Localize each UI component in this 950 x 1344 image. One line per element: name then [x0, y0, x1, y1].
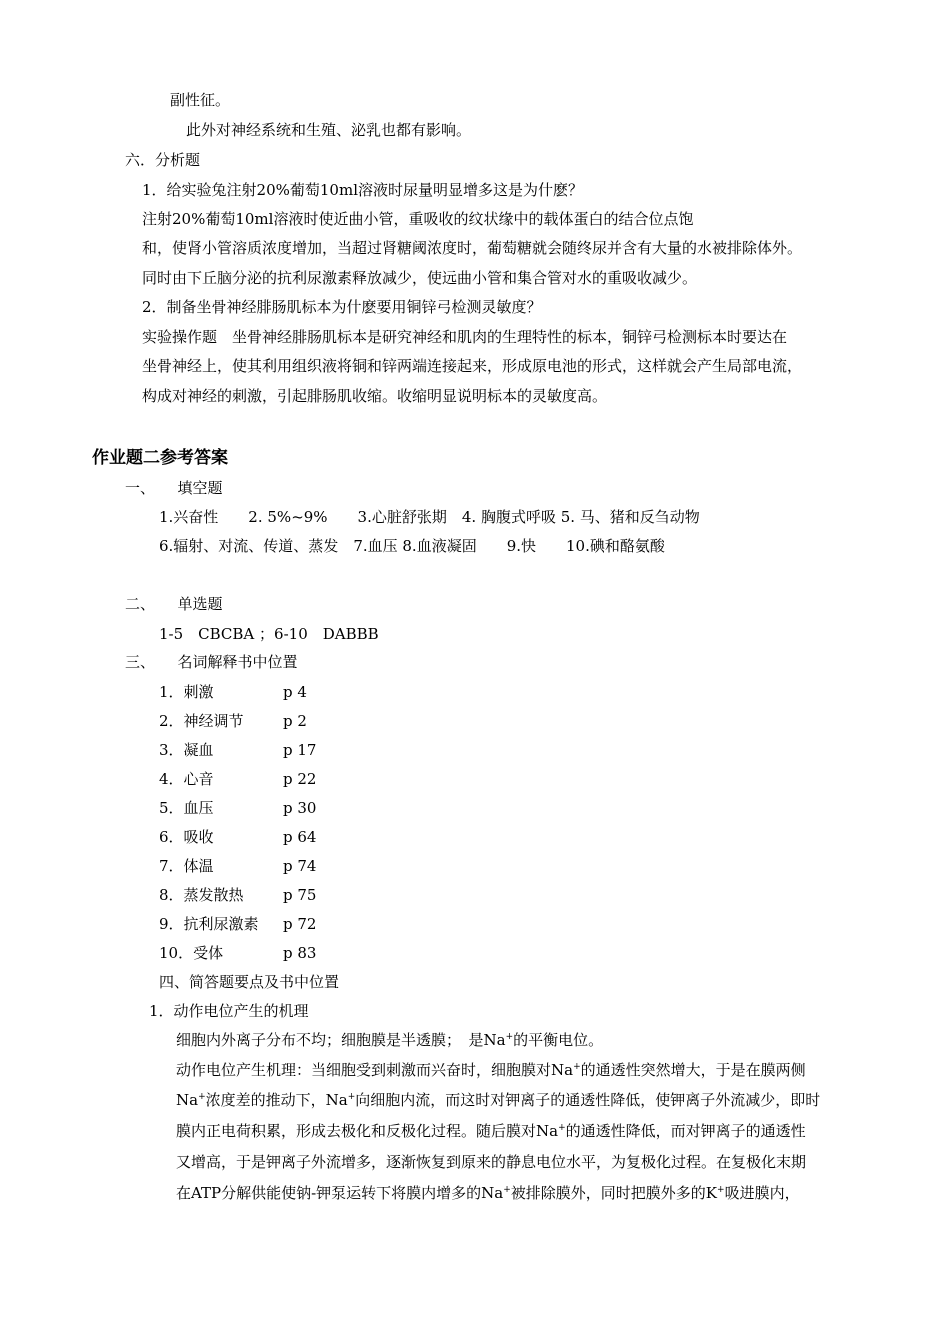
question: 2．制备坐骨神经腓肠肌标本为什麽要用铜锌弓检测灵敏度？ — [142, 298, 542, 316]
section-heading: 三、 名词解释书中位置 — [125, 653, 298, 671]
text-segment: 浓度差的推动下，Na — [205, 1091, 348, 1109]
text-line: 此外对神经系统和生殖、泌乳也都有影响。 — [186, 121, 472, 139]
term-page: p 2 — [283, 712, 307, 730]
term-name: 3．凝血 — [159, 741, 214, 759]
term-page: p 17 — [283, 741, 317, 759]
term-name: 7．体温 — [159, 857, 214, 875]
text-segment: 的通透性降低，而对钾离子的通透性 — [565, 1122, 806, 1140]
term-page: p 64 — [283, 828, 317, 846]
term-name: 10．受体 — [159, 944, 224, 962]
answer-line: 构成对神经的刺激，引起腓肠肌收缩。收缩明显说明标本的灵敏度高。 — [142, 387, 608, 405]
answer-line: 同时由下丘脑分泌的抗利尿激素释放减少，使远曲小管和集合管对水的重吸收减少。 — [142, 269, 698, 287]
term-name: 2．神经调节 — [159, 712, 244, 730]
answer-line: 又增高，于是钾离子外流增多，逐渐恢复到原来的静息电位水平，为复极化过程。在复极化末期 — [176, 1153, 807, 1171]
text-segment: 动作电位产生机理：当细胞受到刺激而兴奋时，细胞膜对Na — [176, 1061, 574, 1079]
answer-line: 实验操作题 坐骨神经腓肠肌标本是研究神经和肌肉的生理特性的标本，铜锌弓检测标本时要达在 — [142, 328, 788, 346]
page-title: 作业题二参考答案 — [92, 448, 228, 468]
term-page: p 30 — [283, 799, 317, 817]
term-page: p 75 — [283, 886, 317, 904]
text-segment: 的通透性突然增大，于是在膜两侧 — [580, 1061, 806, 1079]
superscript: + — [573, 1062, 581, 1072]
superscript: + — [717, 1185, 725, 1195]
question: 1．动作电位产生的机理 — [149, 1002, 309, 1020]
superscript: + — [198, 1092, 206, 1102]
section-heading: 四、简答题要点及书中位置 — [159, 973, 340, 991]
term-name: 4．心音 — [159, 770, 214, 788]
term-name: 5．血压 — [159, 799, 214, 817]
question: 1．给实验兔注射20%葡萄10ml溶液时尿量明显增多这是为什麽？ — [142, 181, 583, 199]
answer-line — [176, 1060, 806, 1080]
answer-line — [176, 1183, 800, 1203]
term-page: p 74 — [283, 857, 317, 875]
text-segment: Na — [176, 1091, 199, 1109]
answer-line — [176, 1121, 806, 1141]
term-page: p 72 — [283, 915, 317, 933]
term-name: 8．蒸发散热 — [159, 886, 244, 904]
answer-line: 1.兴奋性 2. 5%~9% 3.心脏舒张期 4. 胸腹式呼吸 5. 马、猪和反刍动物 — [159, 508, 700, 526]
superscript: + — [558, 1123, 566, 1133]
term-name: 6．吸收 — [159, 828, 214, 846]
answer-line: 6.辐射、对流、传道、蒸发 7.血压 8.血液凝固 9.快 10.碘和酪氨酸 — [159, 537, 665, 555]
term-page: p 83 — [283, 944, 317, 962]
term-name: 9．抗利尿激素 — [159, 915, 259, 933]
text-segment: 的平衡电位。 — [513, 1031, 604, 1049]
section-heading: 二、 单选题 — [125, 595, 223, 613]
term-name: 1．刺激 — [159, 683, 214, 701]
text-segment: 在ATP分解供能使钠-钾泵运转下将膜内增多的Na — [176, 1184, 504, 1202]
text-segment: 向细胞内流，而这时对钾离子的通透性降低，使钾离子外流减少，即时 — [355, 1091, 821, 1109]
section-heading: 一、 填空题 — [125, 479, 223, 497]
text-segment: 吸进膜内， — [724, 1184, 800, 1202]
answer-line: 注射20%葡萄10ml溶液时使近曲小管，重吸收的纹状缘中的载体蛋白的结合位点饱 — [142, 210, 694, 228]
answer-line: 坐骨神经上，使其利用组织液将铜和锌两端连接起来，形成原电池的形式，这样就会产生局部电流， — [142, 357, 803, 375]
term-page: p 4 — [283, 683, 307, 701]
text-segment: 膜内正电荷积累，形成去极化和反极化过程。随后膜对Na — [176, 1122, 559, 1140]
superscript: + — [347, 1092, 356, 1102]
answer-line — [176, 1030, 603, 1050]
term-page: p 22 — [283, 770, 317, 788]
answer-line: 和，使肾小管溶质浓度增加，当超过肾糖阈浓度时，葡萄糖就会随终尿并含有大量的水被排除体外。 — [142, 239, 803, 257]
section-heading: 六．分析题 — [125, 151, 201, 169]
text-segment: 细胞内外离子分布不均；细胞膜是半透膜； 是Na — [176, 1031, 506, 1049]
superscript: + — [505, 1032, 514, 1042]
text-line: 副性征。 — [170, 91, 231, 109]
answer-line — [176, 1090, 820, 1110]
text-segment: 被排除膜外，同时把膜外多的K — [510, 1184, 718, 1202]
superscript: + — [503, 1185, 511, 1195]
answer-line: 1-5 CBCBA ；6-10 DABBB — [159, 625, 379, 643]
